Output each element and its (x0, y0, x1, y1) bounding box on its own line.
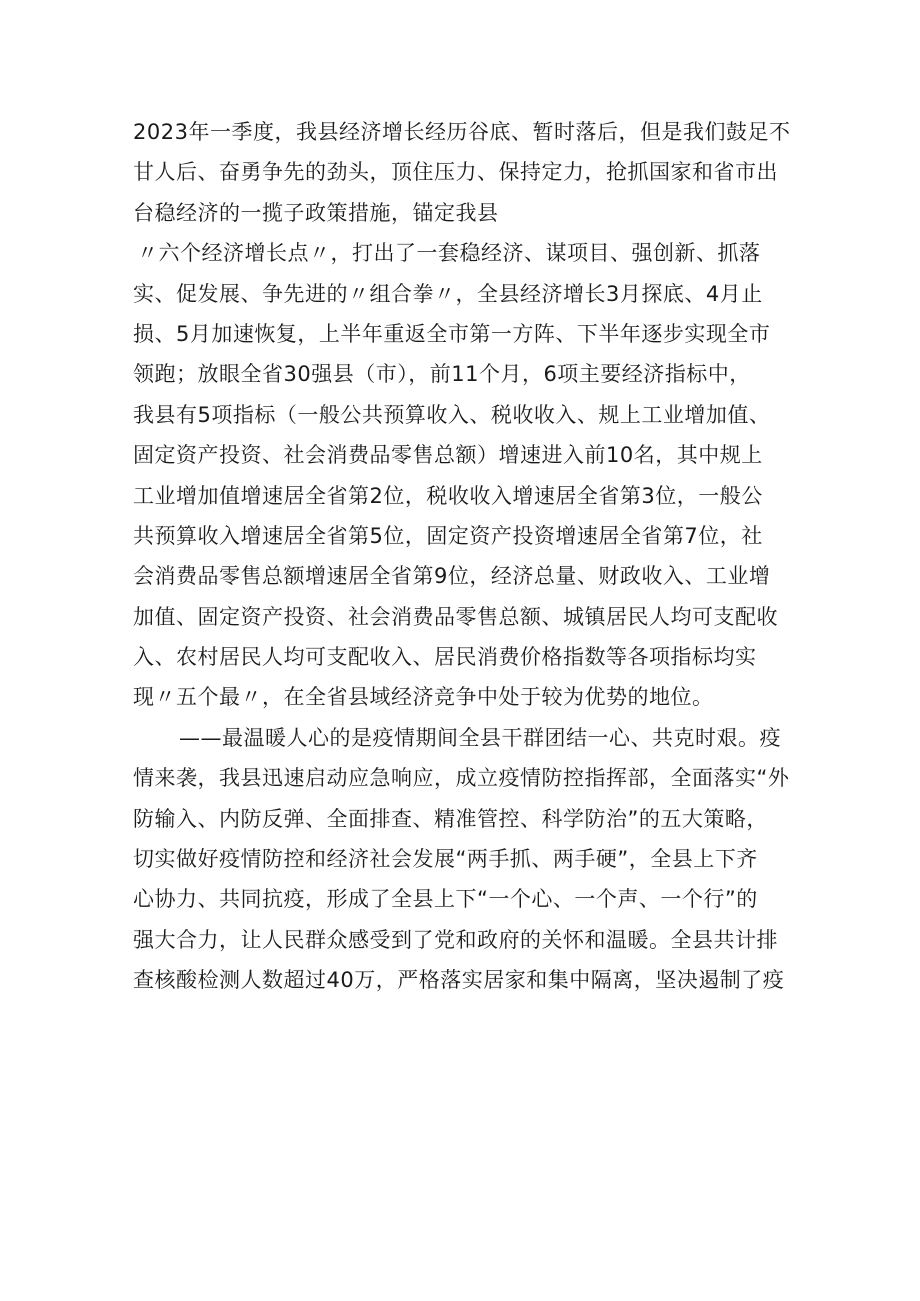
text-line: 台稳经济的一揽子政策措施，锚定我县 (133, 200, 499, 225)
text-line: 情来袭，我县迅速启动应急响应，成立疫情防控指挥部，全面落实“外 (133, 766, 790, 791)
text-line: 共预算收入增速居全省第5位，固定资产投资增速居全省第7位，社 (133, 523, 763, 548)
text-line: 实、促发展、争先进的〃组合拳〃，全县经济增长3月探底、4月止 (133, 281, 763, 306)
text-line: 工业增加值增速居全省第2位，税收收入增速居全省第3位，一般公 (133, 483, 763, 508)
text-line: 切实做好疫情防控和经济社会发展“两手抓、两手硬”，全县上下齐 (133, 847, 758, 872)
text-line: 我县有5项指标（一般公共预算收入、税收收入、规上工业增加值、 (133, 402, 771, 427)
text-line: 领跑；放眼全省30强县（市），前11个月，6项主要经济指标中， (133, 362, 751, 387)
text-line: 甘人后、奋勇争先的劲头，顶住压力、保持定力，抢抓国家和省市出 (133, 160, 778, 185)
text-line: 损、5月加速恢复，上半年重返全市第一方阵、下半年逐步实现全市 (133, 321, 771, 346)
text-line: 会消费品零售总额增速居全省第9位，经济总量、财政收入、工业增 (133, 564, 771, 589)
text-line: 入、农村居民人均可支配收入、居民消费价格指数等各项指标均实 (133, 645, 757, 670)
text-line: 心协力、共同抗疫，形成了全县上下“一个心、一个声、一个行”的 (133, 887, 758, 912)
text-line: 现〃五个最〃，在全省县域经济竞争中处于较为优势的地位。 (133, 685, 714, 710)
text-line: 防输入、内防反弹、全面排查、精准管控、科学防治”的五大策略， (133, 806, 768, 831)
text-line: 〃六个经济增长点〃，打出了一套稳经济、谋项目、强创新、抓落 (137, 241, 761, 266)
paragraph-first-line: ——最温暖人心的是疫情期间全县干群团结一心、共克时艰。疫 (179, 725, 781, 750)
text-line: 2023年一季度，我县经济增长经历谷底、暂时落后，但是我们鼓足不 (133, 120, 791, 144)
text-line: 加值、固定资产投资、社会消费品零售总额、城镇居民人均可支配收 (133, 604, 778, 629)
body-text (133, 112, 803, 1001)
text-line: 强大合力，让人民群众感受到了党和政府的关怀和温暖。全县共计排 (133, 927, 778, 952)
text-line: 查核酸检测人数超过40万，严格落实居家和集中隔离，坚决遏制了疫 (133, 968, 785, 993)
text-line: 固定资产投资、社会消费品零售总额）增速进入前10名，其中规上 (133, 443, 763, 468)
